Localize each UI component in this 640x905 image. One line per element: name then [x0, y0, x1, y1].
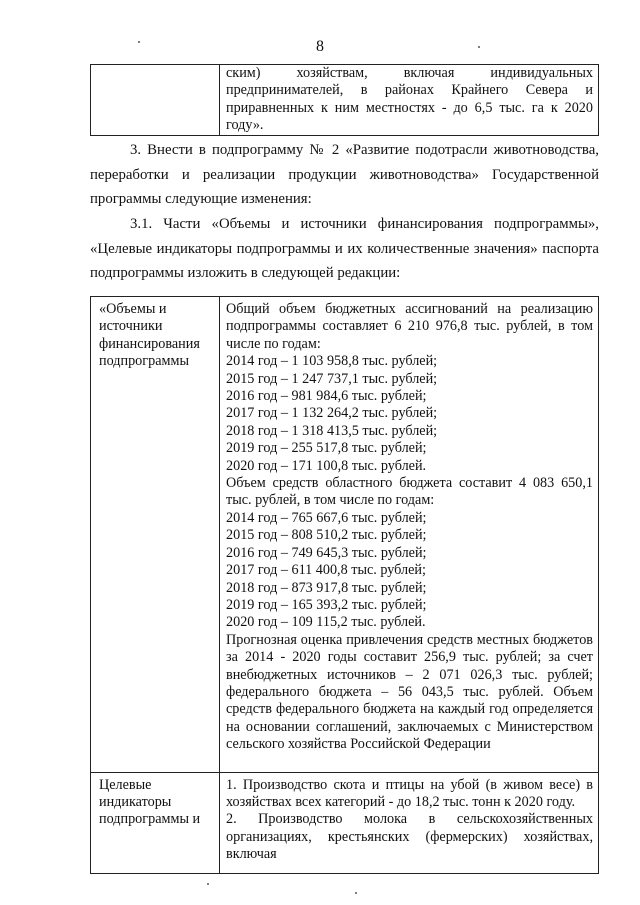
passport-table	[90, 296, 599, 874]
indicator-item: 2. Производство молока в сельскохозяйственных организациях, крестьянских (фермерских) хозяйствах, включая	[226, 811, 593, 863]
scan-speck	[355, 892, 357, 894]
indicators-row	[91, 772, 599, 873]
paragraph-3: 3. Внести в подпрограмму № 2 «Развитие подотрасли животноводства, переработки и реализации продукции животноводства» Государственной программы следующие изменения:	[90, 142, 599, 207]
regional-year-line: 2018 год – 873 917,8 тыс. рублей;	[226, 579, 427, 596]
regional-year-line: 2014 год – 765 667,6 тыс. рублей;	[226, 509, 427, 526]
continuation-empty-cell	[91, 65, 220, 136]
scan-speck	[138, 41, 140, 43]
regional-year-line: 2015 год – 808 510,2 тыс. рублей;	[226, 527, 427, 544]
continuation-text: ским) хозяйствам, включая индивидуальных предпринимателей, в районах Крайнего Севера и приравненных к ним местностях - до 6,5 тыс. га к 2020 году».	[220, 65, 599, 136]
regional-year-line: 2020 год – 109 115,2 тыс. рублей.	[226, 614, 426, 631]
total-year-line: 2017 год – 1 132 264,2 тыс. рублей;	[226, 405, 438, 422]
financing-content	[220, 297, 599, 773]
regional-intro: Объем средств областного бюджета составит 4 083 650,1 тыс. рублей, в том числе по годам:	[226, 475, 593, 509]
scan-speck	[207, 883, 209, 885]
total-year-line: 2016 год – 981 984,6 тыс. рублей;	[226, 388, 427, 405]
total-year-line: 2015 год – 1 247 737,1 тыс. рублей;	[226, 370, 438, 387]
total-year-line: 2020 год – 171 100,8 тыс. рублей.	[226, 457, 427, 474]
total-year-line: 2018 год – 1 318 413,5 тыс. рублей;	[226, 422, 438, 439]
financing-row	[91, 297, 599, 773]
paragraph-3-1: 3.1. Части «Объемы и источники финансирования подпрограммы», «Целевые индикаторы подпрограммы и их количественные значения» паспорта подпрограммы изложить в следующей редакции:	[90, 216, 599, 281]
forecast-text: Прогнозная оценка привлечения средств местных бюджетов за 2014 - 2020 годы составит 256,9 тыс. рублей; за счет внебюджетных источников – 2 071 026,3 тыс. рублей; федерального бюджета – 56 043,5 тыс. рублей. Объем средств федерального бюджета на каждый год определяется на основании соглашений, заключаемых с Министерством сельского хозяйства Российской Федерации	[226, 631, 593, 753]
indicators-content	[220, 772, 599, 873]
financing-intro: Общий объем бюджетных ассигнований на реализацию подпрограммы составляет 6 210 976,8 тыс. рублей, в том числе по годам:	[226, 301, 593, 352]
indicator-item: 1. Производство скота и птицы на убой (в живом весе) в хозяйствах всех категорий - до 18,2 тыс. тонн к 2020 году.	[226, 776, 593, 810]
regional-year-line: 2017 год – 611 400,8 тыс. рублей;	[226, 562, 426, 579]
indicators-label: Целевые индикаторы подпрограммы и	[91, 772, 220, 873]
total-year-line: 2014 год – 1 103 958,8 тыс. рублей;	[226, 353, 438, 370]
page-number: 8	[316, 38, 324, 55]
total-year-line: 2019 год – 255 517,8 тыс. рублей;	[226, 440, 427, 457]
scan-speck	[478, 46, 480, 48]
regional-year-line: 2019 год – 165 393,2 тыс. рублей;	[226, 596, 427, 613]
regional-year-line: 2016 год – 749 645,3 тыс. рублей;	[226, 544, 427, 561]
continuation-table	[90, 64, 599, 136]
financing-label: «Объемы и источники финансирования подпрограммы	[91, 297, 220, 773]
